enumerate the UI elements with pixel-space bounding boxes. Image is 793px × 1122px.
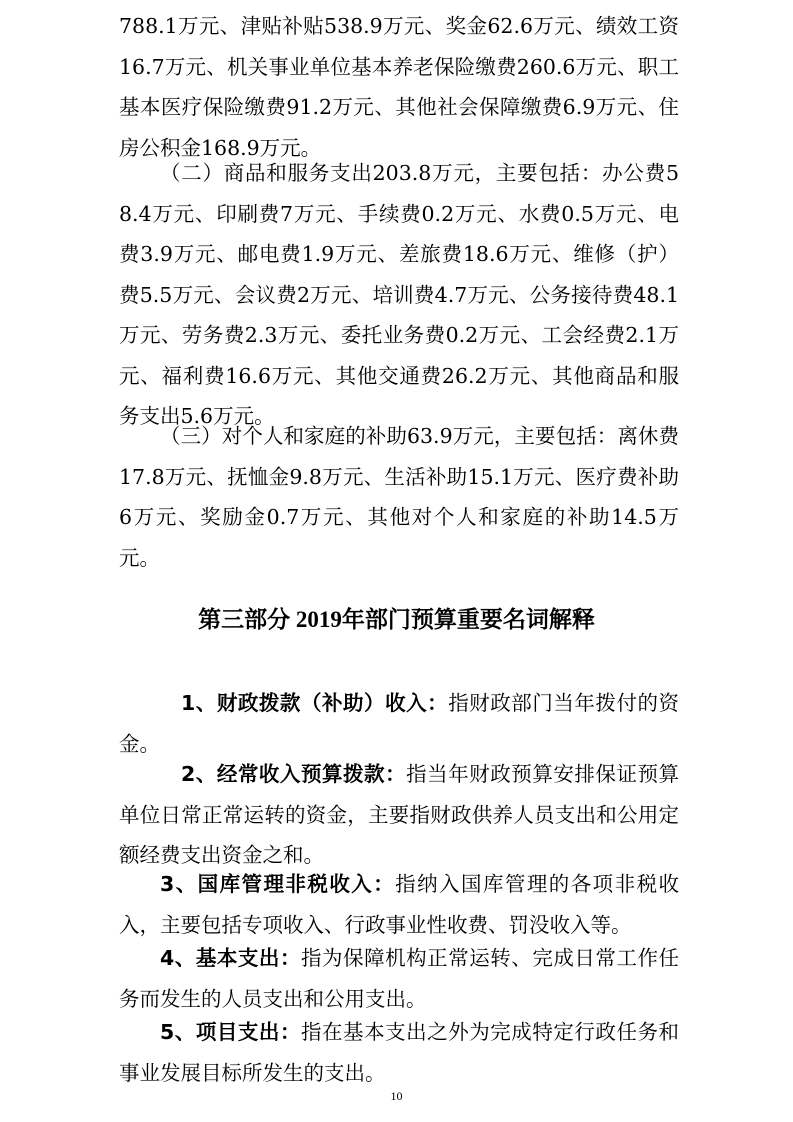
definition-term: 2、经常收入预算拨款： (181, 762, 407, 786)
definition-1 (119, 683, 679, 764)
definition-text: 指财政部门当年拨付的资金。 (119, 691, 680, 756)
definition-2 (119, 754, 679, 876)
definition-text: 指在基本支出之外为完成特定行政任务和事业发展目标所发生的支出。 (119, 1020, 680, 1085)
household-subsidy-paragraph: （三）对个人和家庭的补助63.9万元，主要包括：离休费17.8万元、抚恤金9.8万元、生活补助15.1万元、医疗费补助6万元、奖励金0.7万元、其他对个人和家庭的补助14.5万元。 (119, 424, 679, 570)
definition-text: 指纳入国库管理的各项非税收入，主要包括专项收入、行政事业性收费、罚没收入等。 (119, 872, 680, 937)
definition-term: 5、项目支出： (160, 1020, 301, 1044)
definition-text: 指为保障机构正常运转、完成日常工作任务而发生的人员支出和公用支出。 (119, 946, 680, 1011)
salary-continuation-paragraph: 788.1万元、津贴补贴538.9万元、奖金62.6万元、绩效工资16.7万元、机关事业单位基本养老保险缴费260.6万元、职工基本医疗保险缴费91.2万元、其他社会保障缴费6.9万元、住房公积金168.9万元。 (119, 14, 679, 160)
definition-5 (119, 1012, 679, 1093)
definition-text: 指当年财政预算安排保证预算单位日常正常运转的资金，主要指财政供养人员支出和公用定额经费支出资金之和。 (119, 762, 680, 867)
section-title: 第三部分 2019年部门预算重要名词解释 (198, 607, 595, 632)
definition-term: 4、基本支出： (160, 946, 301, 970)
definition-term: 3、国库管理非税收入： (160, 872, 396, 896)
definition-4 (119, 938, 679, 1019)
definition-term: 1、财政拨款（补助）收入： (181, 691, 449, 715)
definition-3 (119, 864, 679, 945)
goods-services-paragraph: （二）商品和服务支出203.8万元，主要包括：办公费58.4万元、印刷费7万元、手续费0.2万元、水费0.5万元、电费3.9万元、邮电费1.9万元、差旅费18.6万元、维修（护）费5.5万元、会议费2万元、培训费4.7万元、公务接待费48.1万元、劳务费2.3万元、委托业务费0.2万元、工会经费2.1万元、福利费16.6万元、其他交通费26.2万元、其他商品和服务支出5.6万元。 (119, 161, 679, 428)
page-number: 10 (390, 1089, 403, 1103)
